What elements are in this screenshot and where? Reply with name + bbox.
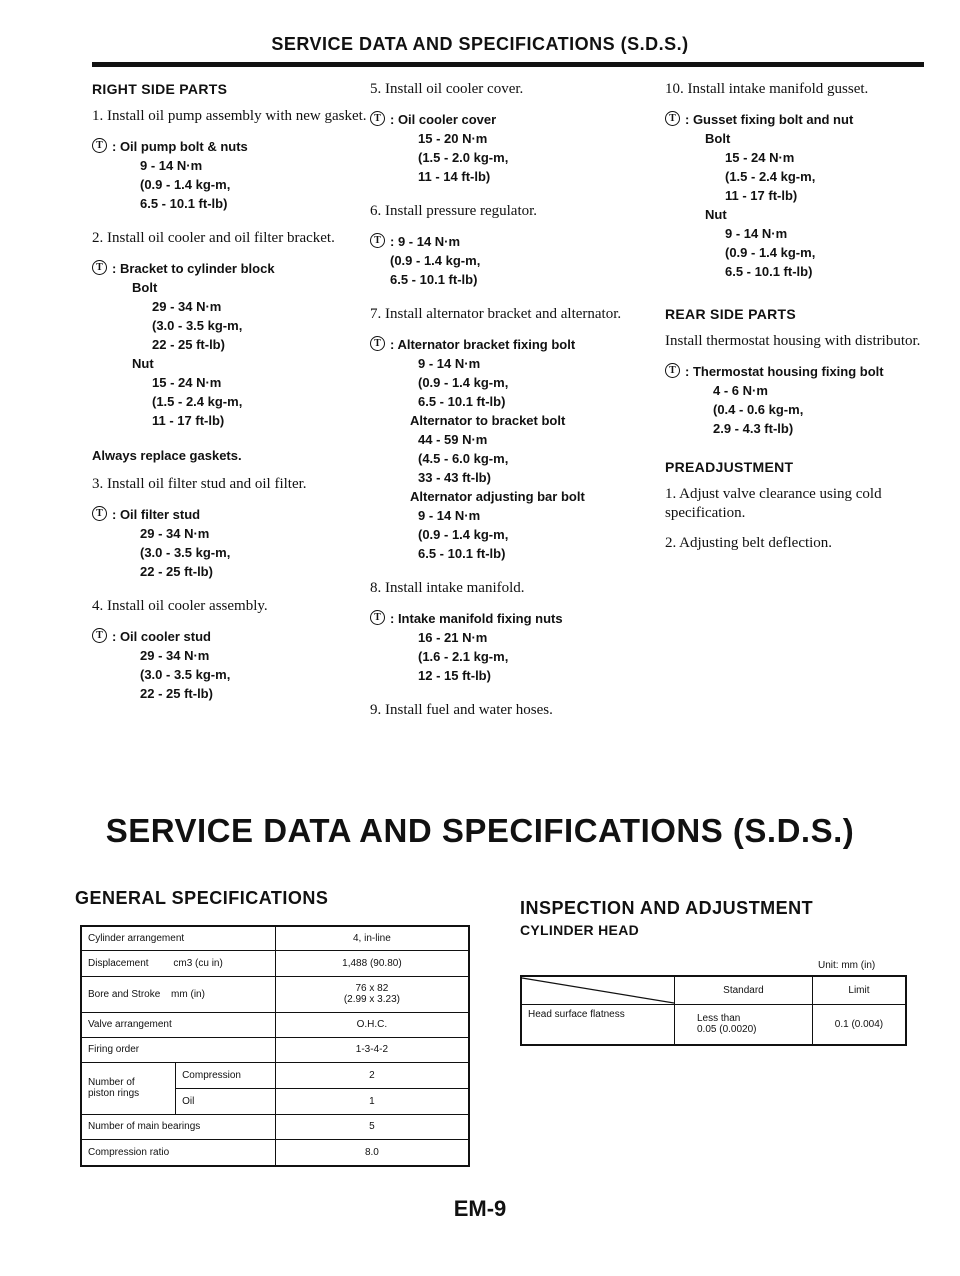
cell-line: piston rings [88,1088,140,1099]
torque-icon: T [92,506,107,521]
torque-value: (0.9 - 1.4 kg-m, [418,527,509,542]
section-heading-rear-side-parts: REAR SIDE PARTS [665,306,797,322]
torque-value: 29 - 34 N·m [152,299,222,314]
torque-label: : Bracket to cylinder block [112,261,275,276]
torque-value: (3.0 - 3.5 kg-m, [152,318,243,333]
torque-value: : 9 - 14 N·m [390,234,461,249]
unit-label: Unit: mm (in) [818,960,876,971]
torque-icon: T [665,363,680,378]
step-8: 8. Install intake manifold. [370,580,525,596]
torque-spec-intake-manifold [370,609,640,685]
torque-icon: T [370,610,385,625]
table-cell: Valve arrangement [81,1012,275,1037]
inspection-heading: INSPECTION AND ADJUSTMENT [520,898,814,918]
torque-value: 9 - 14 N·m [140,158,203,173]
step-7: 7. Install alternator bracket and alternator. [370,306,622,322]
table-row [81,976,469,1012]
table-cell: Number of main bearings [81,1114,275,1139]
table-cell: Standard [675,976,813,1005]
step-5: 5. Install oil cooler cover. [370,81,524,97]
table-row [81,1062,469,1088]
step-1: 1. Install oil pump assembly with new gasket. [92,108,367,124]
torque-value: (1.5 - 2.4 kg-m, [725,169,816,184]
running-header: SERVICE DATA AND SPECIFICATIONS (S.D.S.) [271,34,689,54]
torque-spec-bracket [92,259,377,430]
cell-line: 76 x 82 [355,983,389,994]
gasket-note: Always replace gaskets. [92,448,242,463]
torque-label: : Alternator bracket fixing bolt [390,337,576,352]
torque-spec-alternator [370,335,640,563]
torque-spec-thermostat [665,362,927,438]
nut-label: Nut [705,207,727,222]
torque-icon: T [92,138,107,153]
table-row [81,950,469,976]
cell-line: Number of [88,1077,135,1088]
column-right [665,80,927,564]
torque-value: 6.5 - 10.1 ft-lb) [140,196,228,211]
torque-spec-pressure-regulator [370,232,640,289]
table-cell: 8.0 [275,1139,469,1166]
table-cell: Compression [176,1062,276,1088]
section-heading-right-side-parts: RIGHT SIDE PARTS [92,81,228,97]
torque-value: 11 - 14 ft-lb) [418,169,491,184]
torque-icon: T [370,233,385,248]
torque-value: 9 - 14 N·m [418,508,481,523]
torque-value: (4.5 - 6.0 kg-m, [418,451,509,466]
column-middle [370,80,640,731]
table-row [81,1114,469,1139]
torque-value: 15 - 24 N·m [152,375,222,390]
table-cell: 1,488 (90.80) [275,950,469,976]
torque-value: 29 - 34 N·m [140,648,210,663]
step-10: 10. Install intake manifold gusset. [665,81,869,97]
table-row [521,976,906,1005]
torque-value: 11 - 17 ft-lb) [725,188,798,203]
torque-spec-oil-cooler-stud [92,627,377,703]
table-row [521,1005,906,1045]
torque-label: : Oil cooler cover [390,112,497,127]
step-6: 6. Install pressure regulator. [370,203,538,219]
table-cell: Oil [176,1088,276,1114]
table-cell: Cylinder arrangement [81,926,275,950]
row-label: Displacement [88,957,149,969]
torque-label: : Thermostat housing fixing bolt [685,364,884,379]
cell-line: Less than [697,1013,741,1025]
torque-value: 12 - 15 ft-lb) [418,668,491,683]
table-row [81,1139,469,1166]
step-3: 3. Install oil filter stud and oil filter. [92,476,307,492]
torque-value: (1.5 - 2.4 kg-m, [152,394,243,409]
torque-label: : Oil filter stud [112,507,201,522]
table-cell: 5 [275,1114,469,1139]
column-right-side-parts [92,80,377,719]
diagonal-line [522,977,674,1004]
table-cell: 2 [275,1062,469,1088]
torque-spec-oil-cooler-cover [370,110,640,186]
torque-value: 22 - 25 ft-lb) [140,564,213,579]
row-unit: mm (in) [171,988,205,1000]
torque-value: 44 - 59 N·m [418,432,488,447]
torque-label: : Intake manifold fixing nuts [390,611,563,626]
table-cell: 1-3-4-2 [275,1037,469,1062]
general-specifications-heading: GENERAL SPECIFICATIONS [75,888,329,908]
torque-spec-gusset [665,110,927,281]
torque-value: 2.9 - 4.3 ft-lb) [713,421,794,436]
table-row [81,1012,469,1037]
cylinder-head-heading: CYLINDER HEAD [520,922,640,938]
nut-label: Nut [132,356,154,371]
torque-sub-label: Alternator adjusting bar bolt [410,489,585,504]
torque-value: 4 - 6 N·m [713,383,768,398]
torque-value: 29 - 34 N·m [140,526,210,541]
torque-label: : Oil cooler stud [112,629,211,644]
row-unit: cm3 (cu in) [173,957,223,969]
bolt-label: Bolt [705,131,731,146]
torque-value: (3.0 - 3.5 kg-m, [140,545,231,560]
torque-spec-oil-pump [92,137,377,213]
torque-value: 16 - 21 N·m [418,630,488,645]
torque-icon: T [370,336,385,351]
torque-value: 11 - 17 ft-lb) [152,413,225,428]
torque-value: (0.9 - 1.4 kg-m, [725,245,816,260]
bolt-label: Bolt [132,280,158,295]
torque-value: 6.5 - 10.1 ft-lb) [390,272,478,287]
torque-value: (0.9 - 1.4 kg-m, [418,375,509,390]
table-row [81,1037,469,1062]
torque-icon: T [92,260,107,275]
table-cell [81,976,275,1012]
section-heading-preadjustment: PREADJUSTMENT [665,459,794,475]
general-specifications-table [80,925,470,1167]
cylinder-head-table [520,975,907,1046]
step-4: 4. Install oil cooler assembly. [92,598,268,614]
table-cell: O.H.C. [275,1012,469,1037]
torque-value: 9 - 14 N·m [418,356,481,371]
step-9: 9. Install fuel and water hoses. [370,702,553,718]
cell-line: (2.99 x 3.23) [343,994,400,1005]
torque-spec-oil-filter-stud [92,505,377,581]
torque-value: 6.5 - 10.1 ft-lb) [418,394,506,409]
table-cell [81,1062,176,1114]
torque-value: (0.9 - 1.4 kg-m, [140,177,231,192]
preadjust-step-1: 1. Adjust valve clearance using cold specification. [665,486,882,521]
table-row [81,926,469,950]
table-cell: 1 [275,1088,469,1114]
torque-sub-label: Alternator to bracket bolt [410,413,566,428]
rear-instruction: Install thermostat housing with distributor. [665,333,921,349]
table-cell: Limit [812,976,906,1005]
table-cell: Head surface flatness [521,1005,675,1045]
torque-value: 33 - 43 ft-lb) [418,470,491,485]
table-cell [675,1005,813,1045]
table-cell: 4, in-line [275,926,469,950]
torque-value: 22 - 25 ft-lb) [152,337,225,352]
torque-value: (0.9 - 1.4 kg-m, [390,253,481,268]
torque-value: 15 - 20 N·m [418,131,488,146]
torque-value: (3.0 - 3.5 kg-m, [140,667,231,682]
torque-value: 9 - 14 N·m [725,226,788,241]
torque-value: (0.4 - 0.6 kg-m, [713,402,804,417]
table-cell: 0.1 (0.004) [812,1005,906,1045]
table-cell: Compression ratio [81,1139,275,1166]
torque-label: : Oil pump bolt & nuts [112,139,248,154]
torque-value: 6.5 - 10.1 ft-lb) [418,546,506,561]
cell-line: 0.05 (0.0020) [697,1024,757,1036]
header-rule [92,62,924,67]
torque-label: : Gusset fixing bolt and nut [685,112,854,127]
preadjust-step-2: 2. Adjusting belt deflection. [665,535,833,551]
table-cell: Firing order [81,1037,275,1062]
table-cell [81,950,275,976]
torque-value: 22 - 25 ft-lb) [140,686,213,701]
torque-icon: T [665,111,680,126]
torque-value: (1.5 - 2.0 kg-m, [418,150,509,165]
step-2: 2. Install oil cooler and oil filter bracket. [92,230,335,246]
page-number: EM-9 [453,1196,507,1221]
torque-value: (1.6 - 2.1 kg-m, [418,649,509,664]
torque-value: 6.5 - 10.1 ft-lb) [725,264,813,279]
torque-icon: T [370,111,385,126]
diagonal-header-cell [521,976,675,1005]
table-cell [275,976,469,1012]
torque-icon: T [92,628,107,643]
main-title: SERVICE DATA AND SPECIFICATIONS (S.D.S.) [105,812,855,849]
torque-value: 15 - 24 N·m [725,150,795,165]
row-label: Bore and Stroke [88,988,161,1000]
